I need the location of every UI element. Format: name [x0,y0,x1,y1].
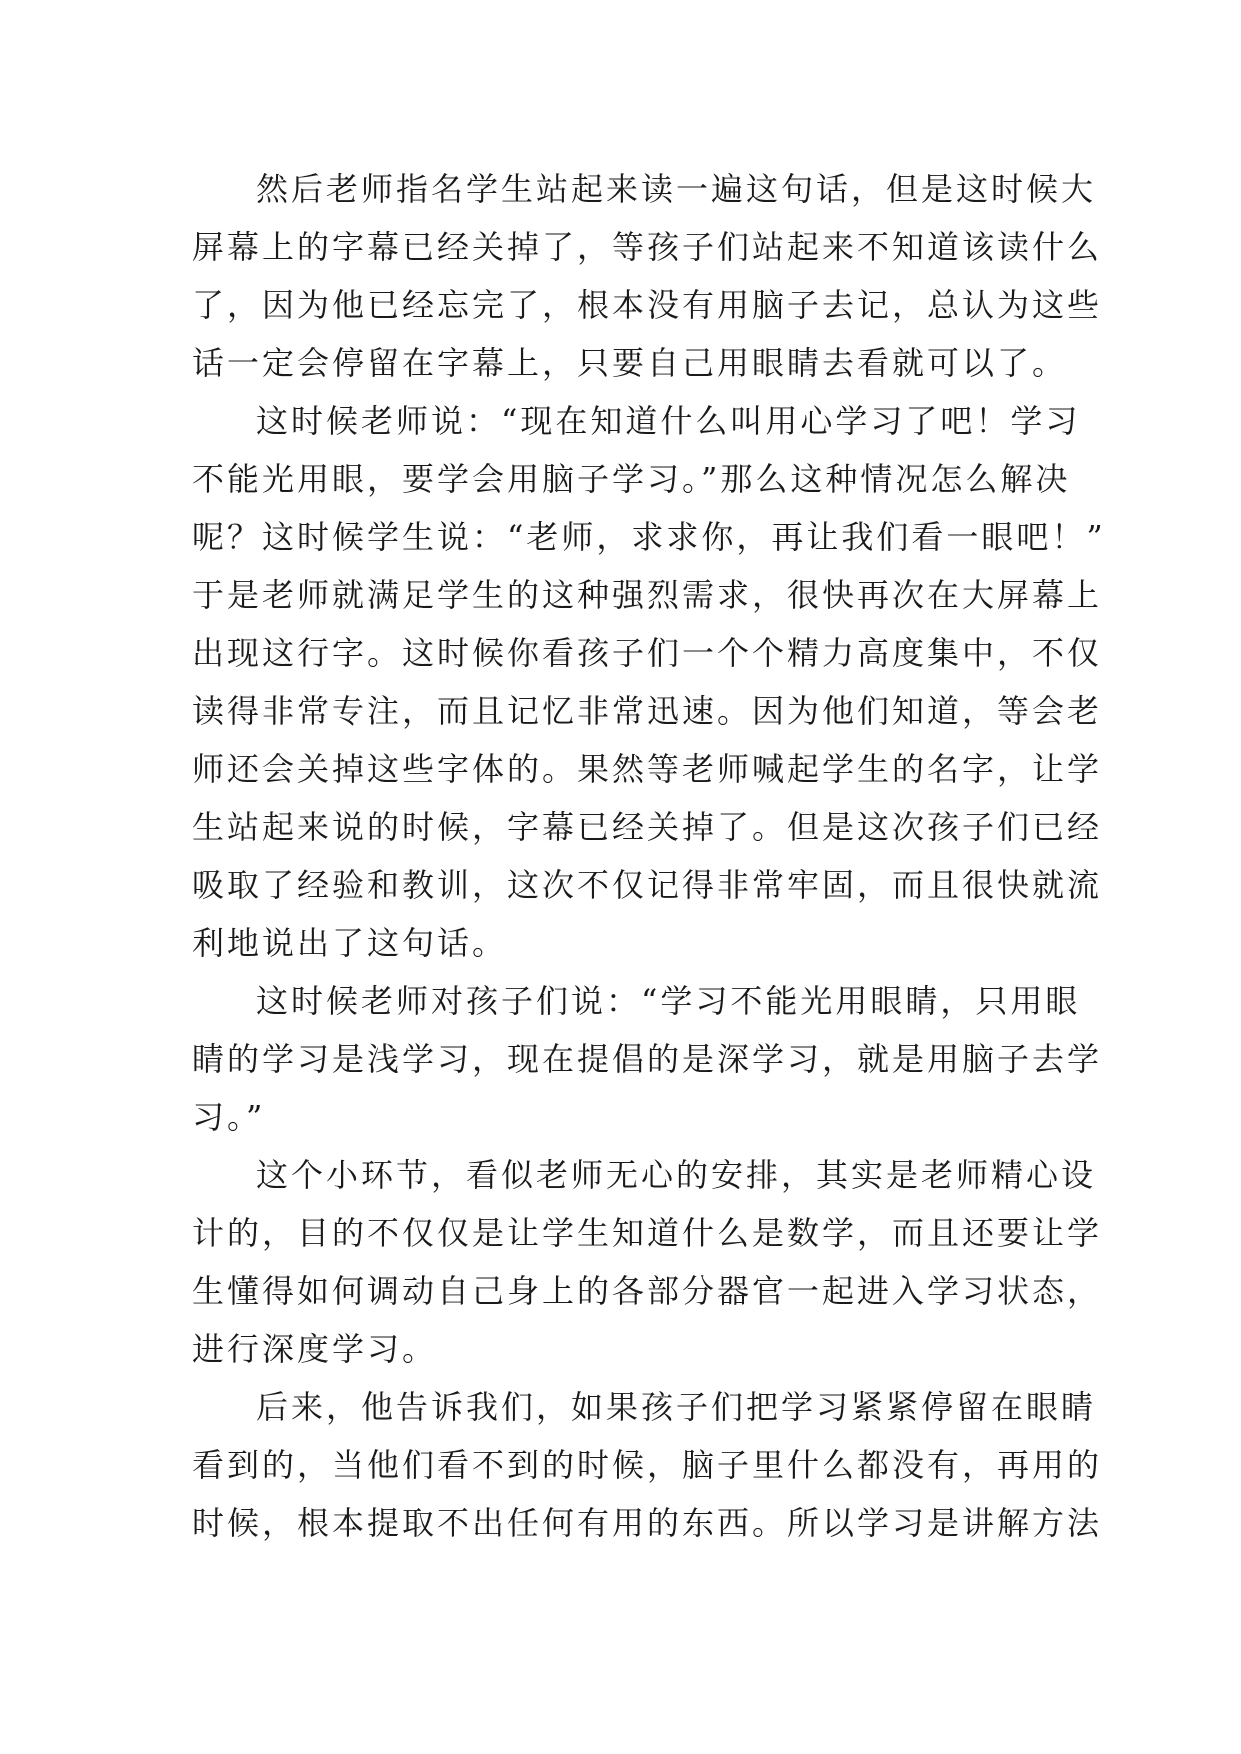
text-line: 读得非常专注，而且记忆非常迅速。因为他们知道，等会老 [192,692,1103,730]
text-line: 于是老师就满足学生的这种强烈需求，很快再次在大屏幕上 [192,576,1103,614]
text-line: 这个小环节，看似老师无心的安排，其实是老师精心设 [256,1156,1097,1194]
text-line: 生站起来说的时候，字幕已经关掉了。但是这次孩子们已经 [192,808,1103,846]
text-line: 呢？这时候学生说：“老师，求求你，再让我们看一眼吧！” [192,518,1106,556]
text-line: 出现这行字。这时候你看孩子们一个个精力高度集中，不仅 [192,634,1103,672]
text-line: 师还会关掉这些字体的。果然等老师喊起学生的名字，让学 [192,750,1103,788]
text-line: 进行深度学习。 [192,1330,438,1368]
text-line: 然后老师指名学生站起来读一遍这句话，但是这时候大 [256,170,1097,208]
body-text [192,160,1106,1552]
text-line: 屏幕上的字幕已经关掉了，等孩子们站起来不知道该读什么 [192,228,1103,266]
text-line: 睛的学习是浅学习，现在提倡的是深学习，就是用脑子去学 [192,1040,1103,1078]
text-line: 吸取了经验和教训，这次不仅记得非常牢固，而且很快就流 [192,866,1103,904]
text-line: 这时候老师对孩子们说：“学习不能光用眼睛，只用眼 [256,982,1081,1020]
text-line: 习。” [192,1098,266,1136]
text-line: 计的，目的不仅仅是让学生知道什么是数学，而且还要让学 [192,1214,1103,1252]
text-line: 看到的，当他们看不到的时候，脑子里什么都没有，再用的 [192,1446,1103,1484]
text-line: 话一定会停留在字幕上，只要自己用眼睛去看就可以了。 [192,344,1068,382]
text-line: 利地说出了这句话。 [192,924,508,962]
text-line: 这时候老师说：“现在知道什么叫用心学习了吧！学习 [256,402,1081,440]
text-line: 生懂得如何调动自己身上的各部分器官一起进入学习状态， [192,1272,1103,1310]
text-line: 了，因为他已经忘完了，根本没有用脑子去记，总认为这些 [192,286,1103,324]
text-line: 不能光用眼，要学会用脑子学习。”那么这种情况怎么解决 [192,460,1071,498]
text-line: 后来，他告诉我们，如果孩子们把学习紧紧停留在眼睛 [256,1388,1097,1426]
text-line: 时候，根本提取不出任何有用的东西。所以学习是讲解方法 [192,1504,1103,1542]
